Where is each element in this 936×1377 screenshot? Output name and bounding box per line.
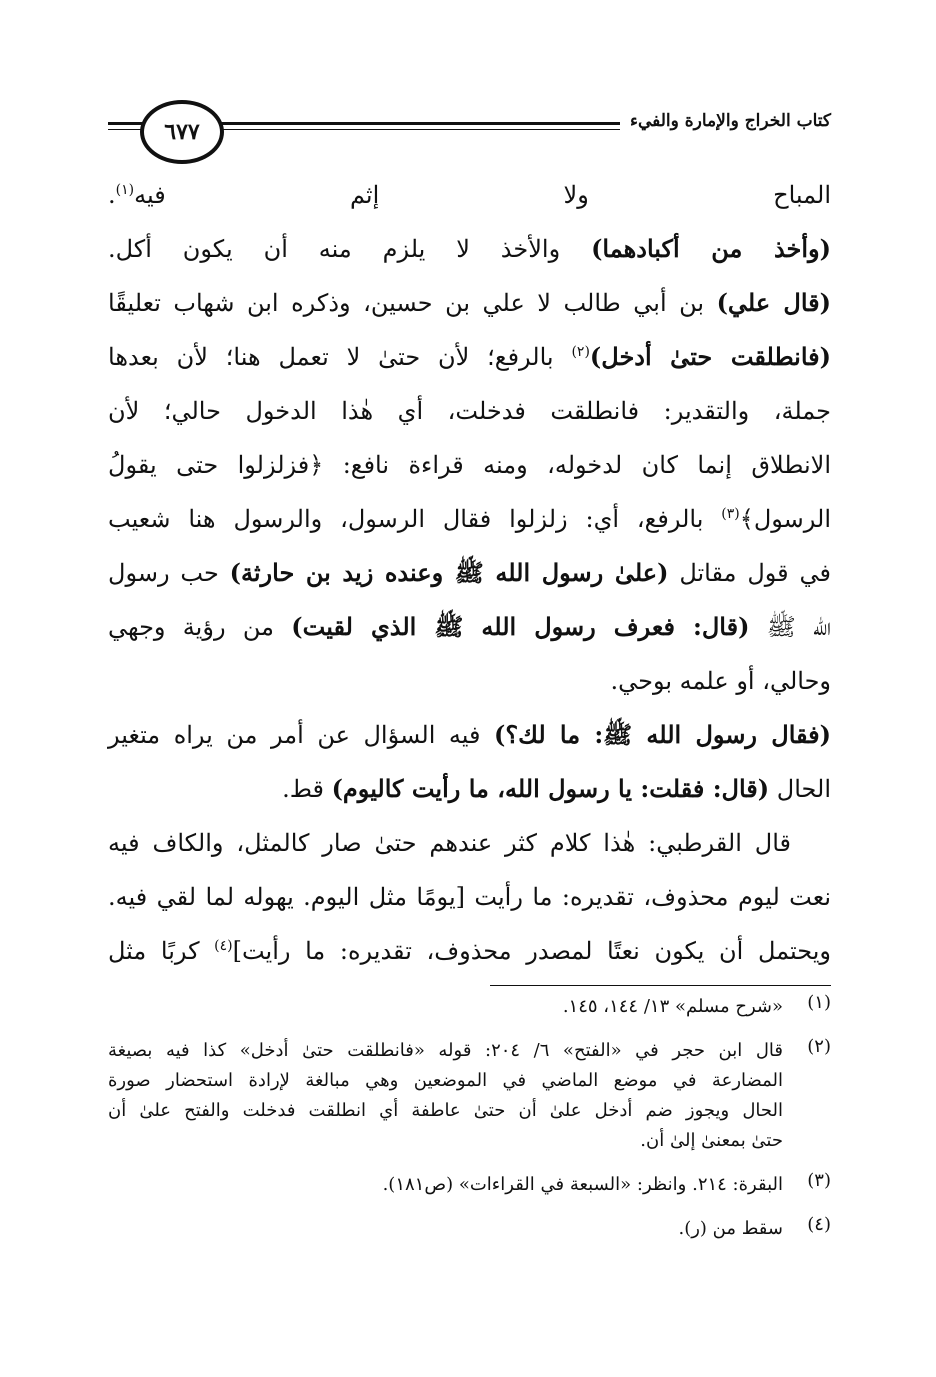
text-line <box>108 708 831 762</box>
commentary-text: فيه السؤال عن أمر من يراه متغير <box>108 721 494 749</box>
commentary-text: جملة، والتقدير: فانطلقت فدخلت، أي هٰذا الدخول حالي؛ لأن <box>108 397 831 425</box>
text-line <box>108 276 831 330</box>
footnote-number: (٤) <box>807 1214 831 1235</box>
commentary-text: والأخذ لا يلزم منه أن يكون أكل. <box>108 235 592 263</box>
hadith-quote: (علىٰ رسول الله ﷺ وعنده زيد بن حارثة) <box>229 558 669 587</box>
commentary-text: بن أبي طالب لا علي بن حسين، وذكره ابن شهاب تعليقًا <box>108 289 717 317</box>
text-line <box>108 438 831 492</box>
text-line <box>108 924 831 978</box>
footnote-separator <box>490 985 831 986</box>
text-line <box>108 492 831 546</box>
commentary-text: من رؤية وجهي <box>108 613 292 641</box>
commentary-text: ويحتمل أن يكون نعتًا لمصدر محذوف، تقديره: ما رأيت] <box>232 937 831 965</box>
commentary-text: . <box>108 181 116 209</box>
footnote-text: سقط من (ر). <box>678 1218 783 1239</box>
footnote-number: (٣) <box>807 1170 831 1191</box>
commentary-text: بالرفع، أي: زلزلوا فقال الرسول، والرسول هنا شعيب <box>108 505 722 533</box>
main-text <box>108 168 831 978</box>
text-line <box>108 222 831 276</box>
hadith-quote: (قال: فقلت: يا رسول الله، ما رأيت كاليوم) <box>331 774 770 803</box>
commentary-text: الانطلاق إنما كان لدخوله، ومنه قراءة نافع: ﴿فزلزلوا حتى يقولُ <box>108 451 831 479</box>
footnote-text: المضارعة في موضع الماضي في الموضعين وهي مبالغة لإرادة استحضار صورة <box>108 1070 783 1091</box>
book-title: كتاب الخراج والإمارة والفيء <box>620 107 831 135</box>
text-line <box>108 816 831 870</box>
text-line <box>108 546 831 600</box>
commentary-text: المباح ولا إثم فيه <box>134 181 831 209</box>
commentary-text: وحالي، أو علمه بوحي. <box>610 667 831 695</box>
commentary-text: نعت ليوم محذوف، تقديره: ما رأيت [يومًا مثل اليوم. يهوله لما لقي فيه. <box>108 883 831 911</box>
footnote-number: (٢) <box>807 1036 831 1057</box>
commentary-text: في قول مقاتل <box>668 559 831 587</box>
footnote-ref: (٤) <box>214 938 233 954</box>
hadith-quote: (وأخذ من أكبادهما) <box>591 234 831 263</box>
page-number: ٦٧٧ <box>140 100 224 164</box>
hadith-quote: (فانطلقت حتىٰ أدخل) <box>589 342 831 371</box>
commentary-text: الرسول﴾ <box>739 505 831 533</box>
text-line <box>108 870 831 924</box>
text-line <box>108 168 831 222</box>
footnote <box>108 1214 831 1244</box>
footnote-text: «شرح مسلم» ١٣/ ١٤٤، ١٤٥. <box>562 996 783 1017</box>
footnote <box>108 1170 831 1200</box>
footnote-ref: (٣) <box>721 506 740 522</box>
footnote-number: (١) <box>807 992 831 1013</box>
footnote-text: قال ابن حجر في «الفتح» ٦/ ٢٠٤: قوله «فانطلقت حتىٰ أدخل» كذا فيه بصيغة <box>108 1040 783 1061</box>
commentary-text: الله ﷺ <box>749 613 832 641</box>
text-line <box>108 600 831 654</box>
footnotes <box>108 992 831 1244</box>
commentary-text: بالرفع؛ لأن حتىٰ لا تعمل هنا؛ لأن بعدها <box>108 343 572 371</box>
footnote <box>108 992 831 1022</box>
commentary-text: قط. <box>282 775 332 803</box>
text-line <box>108 654 831 708</box>
footnote-text: الحال ويجوز ضم أدخل علىٰ أن حتىٰ عاطفة أي انطلقت فدخلت والفتح علىٰ أن <box>108 1100 783 1121</box>
commentary-text: الحال <box>769 775 831 803</box>
running-header <box>108 100 831 164</box>
footnote-ref: (٢) <box>571 344 590 360</box>
footnote-ref: (١) <box>115 182 135 198</box>
commentary-text: حب رسول <box>108 559 230 587</box>
footnote <box>108 1036 831 1156</box>
commentary-text: قال القرطبي: هٰذا كلام كثر عندهم حتىٰ صار كالمثل، والكاف فيه <box>108 829 791 857</box>
text-line <box>108 384 831 438</box>
hadith-quote: (قال: فعرف رسول الله ﷺ الذي لقيت) <box>291 612 750 641</box>
footnote-text: البقرة: ٢١٤. وانظر: «السبعة في القراءات» (ص١٨١). <box>382 1174 783 1195</box>
commentary-text: كربًا مثل <box>108 937 215 965</box>
hadith-quote: (قال علي) <box>716 288 831 317</box>
hadith-quote: (فقال رسول الله ﷺ: ما لك؟) <box>494 720 831 749</box>
text-line <box>108 762 831 816</box>
footnote-text: حتىٰ بمعنىٰ إلىٰ أن. <box>640 1130 783 1151</box>
text-line <box>108 330 831 384</box>
